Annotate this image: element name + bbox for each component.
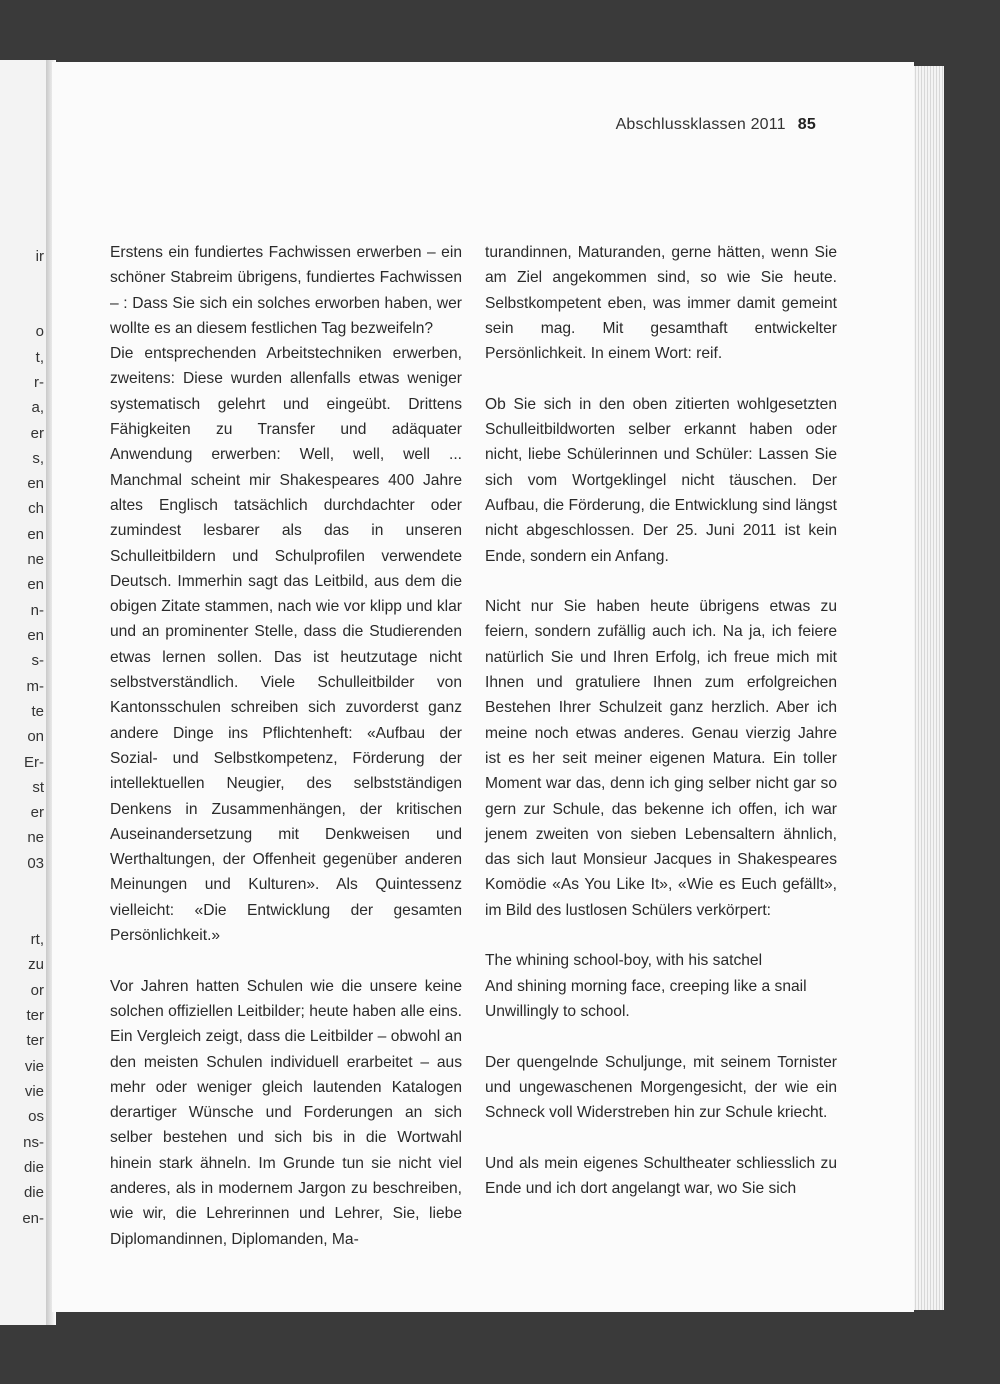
previous-page-text-fragment: ter xyxy=(26,1032,44,1049)
previous-page-text-fragment: m- xyxy=(26,678,44,695)
previous-page-text-fragment: a, xyxy=(31,399,44,416)
previous-page-text-fragment: die xyxy=(23,1184,44,1201)
previous-page-text-fragment: die xyxy=(23,1159,44,1176)
previous-page-text-fragment: er xyxy=(30,425,44,442)
previous-page-text-fragment: Er- xyxy=(24,754,44,771)
page-number: 85 xyxy=(797,116,816,133)
previous-page-text-fragment: os xyxy=(28,1108,44,1125)
right-text-column xyxy=(485,240,837,1201)
previous-page-text-fragment: ns- xyxy=(23,1134,44,1151)
paragraph: turandinnen, Maturanden, gerne hätten, wenn Sie am Ziel angekommen sind, so wie Sie heute. Selbstkompetent eben, was immer damit gemeint sein mag. Mit gesamthaft entwickelter Persönlichkeit. In einem Wort: reif. xyxy=(485,244,837,363)
header-title: Abschlussklassen 2011 xyxy=(615,116,786,133)
previous-page-text-fragment: te xyxy=(31,703,44,720)
previous-page-text-fragment: o xyxy=(35,323,44,340)
previous-page-edge xyxy=(0,60,48,1325)
previous-page-text-fragment: ch xyxy=(28,500,44,517)
page-stack-edge xyxy=(912,66,944,1310)
shakespeare-quote xyxy=(485,948,837,1024)
paragraph: Der quengelnde Schuljunge, mit seinem Tornister und ungewaschenen Morgengesicht, der wie ein Schneck voll Widerstreben hin zur Schule kriecht. xyxy=(485,1053,837,1122)
previous-page-text-fragment: t, xyxy=(35,349,44,366)
quote-line: The whining school-boy, with his satchel xyxy=(485,952,763,970)
previous-page-text-fragment: ne xyxy=(27,551,44,568)
previous-page-text-fragment: ter xyxy=(26,1007,44,1024)
left-text-column xyxy=(110,240,462,1252)
previous-page-text-fragment: zu xyxy=(28,956,44,973)
previous-page-text-fragment: vie xyxy=(24,1058,44,1075)
paragraph: Erstens ein fundiertes Fachwissen erwerben – ein schöner Stabreim übrigens, fundiertes Fachwissen – : Dass Sie sich ein solches erworben haben, wer wollte es an diesem festlichen Tag bezweifeln? xyxy=(110,244,462,337)
previous-page-text-fragment: vie xyxy=(24,1083,44,1100)
previous-page-text-fragment: rt, xyxy=(30,931,44,948)
previous-page-text-fragment: ir xyxy=(35,248,44,265)
quote-line: Unwillingly to school. xyxy=(485,1002,630,1020)
previous-page-text-fragment: s- xyxy=(31,652,44,669)
previous-page-text-fragment: en- xyxy=(22,1210,44,1227)
previous-page-text-fragment: en xyxy=(27,475,44,492)
paragraph: Nicht nur Sie haben heute übrigens etwas zu feiern, sondern zufällig auch ich. Na ja, ich feiere natürlich Sie und Ihren Erfolg, ich freue mich mit Ihnen und gratuliere Ihnen zum erfolgreichen Bestehen Ihrer Schulzeit ganz herzlich. Aber ich meine noch etwas anderes. Genau vierzig Jahre ist es her seit meiner eigenen Matura. Ein toller Moment war das, denn ich ging selber nicht gar so gern zur Schule, das bekenne ich offen, ich war jenem zweiten von sieben Lebensaltern ähnlich, das sich laut Monsieur Jacques in Shakespeares Komödie «As You Like It», «Wie es Euch gefällt», im Bild des lustlosen Schülers verkörpert: xyxy=(485,598,837,919)
paragraph: Und als mein eigenes Schultheater schliesslich zu Ende und ich dort angelangt war, wo Sie sich xyxy=(485,1154,837,1197)
running-header xyxy=(616,116,816,134)
previous-page-text-fragment: n- xyxy=(30,602,44,619)
paragraph: Ob Sie sich in den oben zitierten wohlgesetzten Schulleitbildworten selber erkannt haben oder nicht, liebe Schülerinnen und Schüler: Lassen Sie sich vom Wortgeklingel nicht täuschen. Der Aufbau, die Förderung, die Entwicklung sind längst nicht abgeschlossen. Der 25. Juni 2011 ist kein Ende, sondern ein Anfang. xyxy=(485,395,837,565)
previous-page-text-fragment: s, xyxy=(32,450,44,467)
previous-page-text-fragment: or xyxy=(30,982,44,999)
previous-page-text-fragment: on xyxy=(27,728,44,745)
paragraph: Vor Jahren hatten Schulen wie die unsere keine solchen offiziellen Leitbilder; heute haben alle eins. Ein Vergleich zeigt, dass die Leitbilder – obwohl an den meisten Schulen individuell erarbeitet – aus mehr oder weniger gleich lautenden Katalogen derartiger Wünsche und Forderungen an sich selber bestehen und sich bis in die Wortwahl hinein stark ähneln. Im Grunde tun sie nicht viel anderes, als in modernem Jargon zu beschreiben, wie wir, die Lehrerinnen und Lehrer, Sie, liebe Diplomandinnen, Diplomanden, Ma- xyxy=(110,977,462,1248)
previous-page-text-fragment: en xyxy=(27,576,44,593)
previous-page-text-fragment: er xyxy=(30,804,44,821)
previous-page-text-fragment: st xyxy=(32,779,44,796)
previous-page-text-fragment: en xyxy=(27,526,44,543)
previous-page-text-fragment: en xyxy=(27,627,44,644)
previous-page-text-fragment: ne xyxy=(27,829,44,846)
quote-line: And shining morning face, creeping like a snail xyxy=(485,977,807,995)
previous-page-text-fragment: r- xyxy=(34,374,44,391)
paragraph: Die entsprechenden Arbeitstechniken erwerben, zweitens: Diese wurden allenfalls etwas weniger systematisch gelehrt und eingeübt. Drittens Fähigkeiten zu Transfer und adäquater Anwendung erwerben: Well, well, well ... Manchmal scheint mir Shakespeares 400 Jahre altes Englisch tatsächlich durchdachter oder zumindest lesbarer als das in unseren Schulleitbildern und Schulprofilen verwendete Deutsch. Immerhin sagt das Leitbild, aus dem die obigen Zitate stammen, nach wie vor klipp und klar und an prominenter Stelle, dass die Studierenden etwas lernen sollen. Das ist heutzutage nicht selbstverständlich. Viele Schulleitbilder von Kantonsschulen schreiben sich zuvorderst ganz andere Dinge ins Pflichtenheft: «Aufbau der Sozial- und Selbstkompetenz, Förderung der intellektuellen Neugier, des selbstständigen Denkens in Zusammenhängen, der kritischen Auseinandersetzung mit Denkweisen und Werthaltungen, der Offenheit gegenüber anderen Meinungen und Kulturen». Als Quintessenz vielleicht: «Die Entwicklung der gesamten Persönlichkeit.» xyxy=(110,345,462,945)
previous-page-text-fragment: 03 xyxy=(27,855,44,872)
